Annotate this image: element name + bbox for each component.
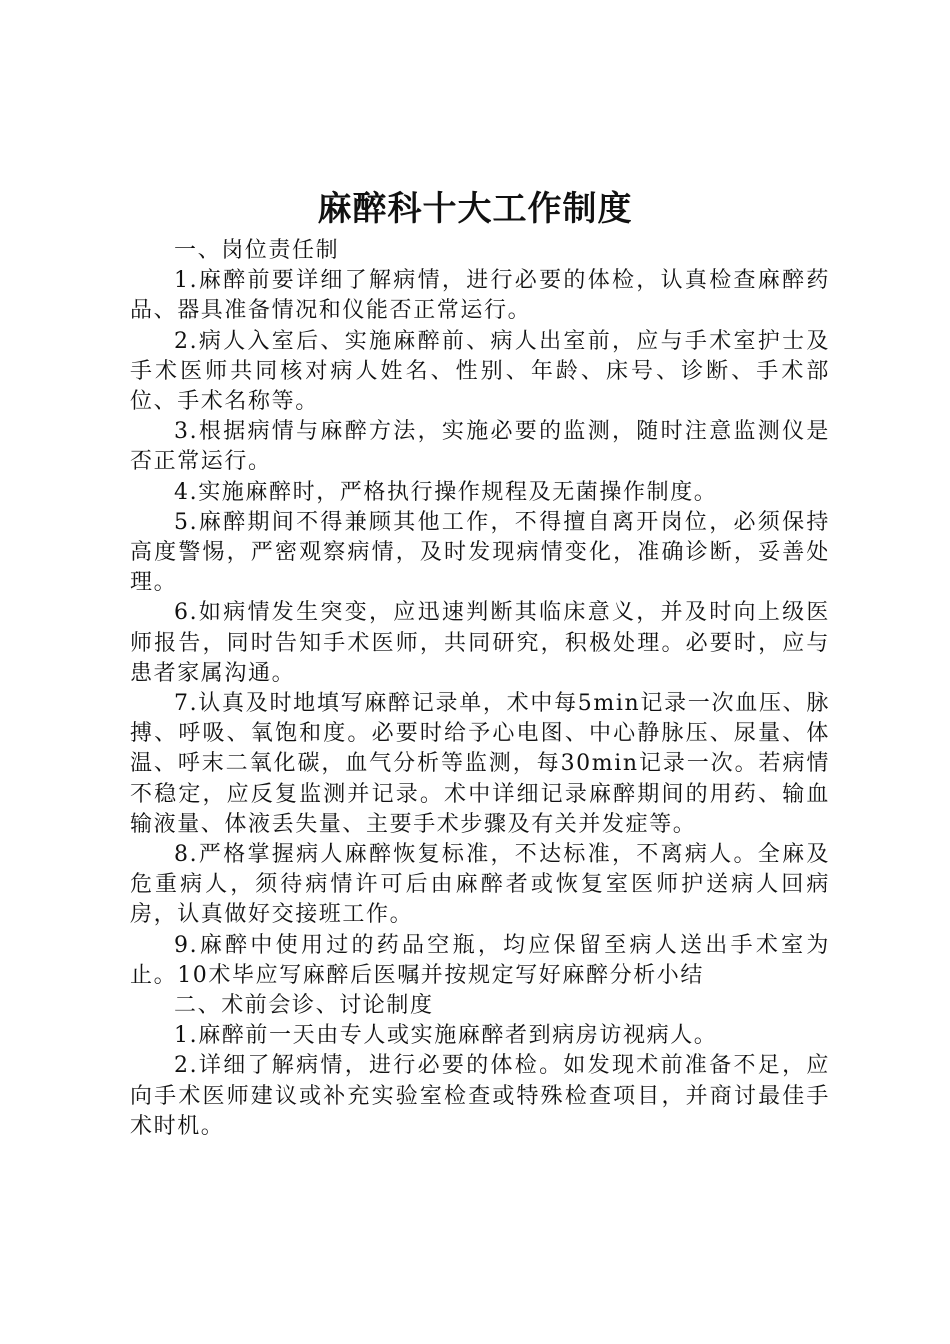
paragraph: 1.麻醉前要详细了解病情，进行必要的体检，认真检查麻醉药品、器具准备情况和仪能否正常运行。 (130, 268, 830, 324)
section-heading: 一、岗位责任制 (174, 238, 340, 263)
paragraph: 9.麻醉中使用过的药品空瓶，均应保留至病人送出手术室为止。10术毕应写麻醉后医嘱并按规定写好麻醉分析小结 (130, 932, 830, 988)
paragraph: 1.麻醉前一天由专人或实施麻醉者到病房访视病人。 (174, 1023, 718, 1049)
paragraph: 7.认真及时地填写麻醉记录单，术中每5min记录一次血压、脉搏、呼吸、氧饱和度。必要时给予心电图、中心静脉压、尿量、体温、呼末二氧化碳，血气分析等监测，每30min记录一次。若病情不稳定，应反复监测并记录。术中详细记录麻醉期间的用药、输血输液量、体液丢失量、主要手术步骤及有关并发症等。 (130, 691, 830, 837)
document-body (130, 236, 830, 1142)
section-heading: 二、术前会诊、讨论制度 (174, 993, 434, 1019)
paragraph: 5.麻醉期间不得兼顾其他工作，不得擅自离开岗位，必须保持高度警惕，严密观察病情，及时发现病情变化，准确诊断，妥善处理。 (130, 509, 830, 596)
paragraph: 2.详细了解病情，进行必要的体检。如发现术前准备不足，应向手术医师建议或补充实验室检查或特殊检查项目，并商讨最佳手术时机。 (130, 1053, 830, 1139)
paragraph: 8.严格掌握病人麻醉恢复标准，不达标准，不离病人。全麻及危重病人，须待病情许可后由麻醉者或恢复室医师护送病人回病房，认真做好交接班工作。 (130, 842, 830, 928)
paragraph: 6.如病情发生突变，应迅速判断其临床意义，并及时向上级医师报告，同时告知手术医师，共同研究，积极处理。必要时，应与患者家属沟通。 (130, 600, 830, 686)
paragraph: 4.实施麻醉时，严格执行操作规程及无菌操作制度。 (174, 479, 718, 505)
document-title: 麻醉科十大工作制度 (317, 189, 633, 229)
paragraph: 2.病人入室后、实施麻醉前、病人出室前，应与手术室护士及手术医师共同核对病人姓名、性别、年龄、床号、诊断、手术部位、手术名称等。 (130, 328, 830, 415)
paragraph: 3.根据病情与麻醉方法，实施必要的监测，随时注意监测仪是否正常运行。 (130, 419, 830, 475)
